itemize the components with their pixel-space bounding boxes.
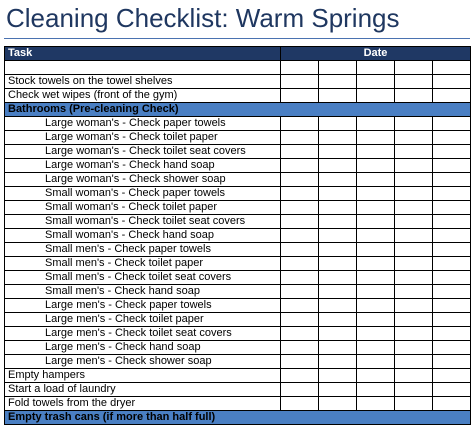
date-checkbox-cell[interactable] bbox=[395, 173, 433, 187]
date-checkbox-cell[interactable] bbox=[319, 285, 357, 299]
date-checkbox-cell[interactable] bbox=[395, 341, 433, 355]
task-cell: Large men's - Check paper towels bbox=[5, 299, 281, 313]
date-checkbox-cell[interactable] bbox=[319, 299, 357, 313]
date-checkbox-cell[interactable] bbox=[433, 383, 471, 397]
task-cell: Small woman's - Check toilet seat covers bbox=[5, 215, 281, 229]
date-checkbox-cell[interactable] bbox=[433, 131, 471, 145]
date-checkbox-cell[interactable] bbox=[433, 215, 471, 229]
table-row bbox=[5, 201, 471, 215]
date-checkbox-cell[interactable] bbox=[319, 369, 357, 383]
date-checkbox-cell[interactable] bbox=[433, 285, 471, 299]
date-checkbox-cell[interactable] bbox=[357, 369, 395, 383]
date-checkbox-cell[interactable] bbox=[319, 173, 357, 187]
task-cell: Large woman's - Check shower soap bbox=[5, 173, 281, 187]
table-row bbox=[5, 369, 471, 383]
date-checkbox-cell[interactable] bbox=[433, 89, 471, 103]
date-checkbox-cell[interactable] bbox=[281, 341, 319, 355]
date-checkbox-cell[interactable] bbox=[395, 257, 433, 271]
date-checkbox-cell[interactable] bbox=[433, 271, 471, 285]
table-row bbox=[5, 215, 471, 229]
table-row bbox=[5, 131, 471, 145]
date-checkbox-cell[interactable] bbox=[281, 89, 319, 103]
task-cell: Small men's - Check toilet paper bbox=[5, 257, 281, 271]
date-checkbox-cell[interactable] bbox=[395, 145, 433, 159]
date-checkbox-cell[interactable] bbox=[281, 145, 319, 159]
date-checkbox-cell[interactable] bbox=[319, 271, 357, 285]
date-checkbox-cell[interactable] bbox=[357, 271, 395, 285]
section-label: Bathrooms (Pre-cleaning Check) bbox=[5, 103, 471, 117]
date-checkbox-cell[interactable] bbox=[319, 61, 357, 75]
date-checkbox-cell[interactable] bbox=[395, 383, 433, 397]
date-checkbox-cell[interactable] bbox=[281, 397, 319, 411]
task-cell: Start a load of laundry bbox=[5, 383, 281, 397]
date-checkbox-cell[interactable] bbox=[433, 243, 471, 257]
date-checkbox-cell[interactable] bbox=[319, 355, 357, 369]
task-cell: Small woman's - Check toilet paper bbox=[5, 201, 281, 215]
date-checkbox-cell[interactable] bbox=[357, 397, 395, 411]
date-checkbox-cell[interactable] bbox=[395, 215, 433, 229]
date-checkbox-cell[interactable] bbox=[357, 257, 395, 271]
date-checkbox-cell[interactable] bbox=[395, 313, 433, 327]
table-row bbox=[5, 159, 471, 173]
date-checkbox-cell[interactable] bbox=[319, 313, 357, 327]
date-checkbox-cell[interactable] bbox=[319, 243, 357, 257]
date-checkbox-cell[interactable] bbox=[281, 383, 319, 397]
date-checkbox-cell[interactable] bbox=[395, 397, 433, 411]
table-row bbox=[5, 271, 471, 285]
date-checkbox-cell[interactable] bbox=[357, 383, 395, 397]
table-row bbox=[5, 257, 471, 271]
date-checkbox-cell[interactable] bbox=[357, 201, 395, 215]
task-cell: Check wet wipes (front of the gym) bbox=[5, 89, 281, 103]
date-checkbox-cell[interactable] bbox=[357, 131, 395, 145]
date-checkbox-cell[interactable] bbox=[357, 61, 395, 75]
task-cell: Large woman's - Check hand soap bbox=[5, 159, 281, 173]
table-row bbox=[5, 327, 471, 341]
date-checkbox-cell[interactable] bbox=[433, 369, 471, 383]
task-cell: Small woman's - Check hand soap bbox=[5, 229, 281, 243]
date-checkbox-cell[interactable] bbox=[281, 355, 319, 369]
date-checkbox-cell[interactable] bbox=[395, 159, 433, 173]
task-cell bbox=[5, 61, 281, 75]
date-checkbox-cell[interactable] bbox=[319, 257, 357, 271]
task-cell: Empty hampers bbox=[5, 369, 281, 383]
date-checkbox-cell[interactable] bbox=[433, 117, 471, 131]
date-checkbox-cell[interactable] bbox=[433, 327, 471, 341]
table-row bbox=[5, 299, 471, 313]
date-checkbox-cell[interactable] bbox=[433, 397, 471, 411]
checklist-table bbox=[4, 46, 471, 425]
table-row bbox=[5, 243, 471, 257]
date-checkbox-cell[interactable] bbox=[281, 369, 319, 383]
date-checkbox-cell[interactable] bbox=[433, 159, 471, 173]
task-cell: Stock towels on the towel shelves bbox=[5, 75, 281, 89]
date-checkbox-cell[interactable] bbox=[433, 355, 471, 369]
date-checkbox-cell[interactable] bbox=[319, 117, 357, 131]
date-checkbox-cell[interactable] bbox=[281, 313, 319, 327]
date-checkbox-cell[interactable] bbox=[395, 243, 433, 257]
date-checkbox-cell[interactable] bbox=[357, 187, 395, 201]
date-checkbox-cell[interactable] bbox=[281, 159, 319, 173]
date-checkbox-cell[interactable] bbox=[357, 117, 395, 131]
date-checkbox-cell[interactable] bbox=[319, 201, 357, 215]
date-checkbox-cell[interactable] bbox=[281, 61, 319, 75]
date-checkbox-cell[interactable] bbox=[319, 75, 357, 89]
task-cell: Small men's - Check toilet seat covers bbox=[5, 271, 281, 285]
date-checkbox-cell[interactable] bbox=[433, 75, 471, 89]
table-row bbox=[5, 397, 471, 411]
task-cell: Large men's - Check shower soap bbox=[5, 355, 281, 369]
date-checkbox-cell[interactable] bbox=[357, 327, 395, 341]
table-row bbox=[5, 229, 471, 243]
task-cell: Fold towels from the dryer bbox=[5, 397, 281, 411]
date-checkbox-cell[interactable] bbox=[281, 243, 319, 257]
date-checkbox-cell[interactable] bbox=[319, 229, 357, 243]
table-row bbox=[5, 341, 471, 355]
table-row bbox=[5, 117, 471, 131]
date-checkbox-cell[interactable] bbox=[281, 271, 319, 285]
date-checkbox-cell[interactable] bbox=[357, 89, 395, 103]
table-header-row bbox=[5, 47, 471, 61]
date-checkbox-cell[interactable] bbox=[433, 299, 471, 313]
date-checkbox-cell[interactable] bbox=[281, 173, 319, 187]
date-checkbox-cell[interactable] bbox=[319, 131, 357, 145]
date-checkbox-cell[interactable] bbox=[433, 173, 471, 187]
task-cell: Small woman's - Check paper towels bbox=[5, 187, 281, 201]
date-checkbox-cell[interactable] bbox=[319, 397, 357, 411]
date-checkbox-cell[interactable] bbox=[433, 313, 471, 327]
date-checkbox-cell[interactable] bbox=[395, 299, 433, 313]
date-checkbox-cell[interactable] bbox=[395, 89, 433, 103]
table-row bbox=[5, 75, 471, 89]
date-checkbox-cell[interactable] bbox=[281, 75, 319, 89]
date-checkbox-cell[interactable] bbox=[357, 299, 395, 313]
date-checkbox-cell[interactable] bbox=[319, 89, 357, 103]
date-checkbox-cell[interactable] bbox=[281, 131, 319, 145]
task-cell: Large men's - Check toilet paper bbox=[5, 313, 281, 327]
task-cell: Large men's - Check toilet seat covers bbox=[5, 327, 281, 341]
task-cell: Large woman's - Check toilet seat covers bbox=[5, 145, 281, 159]
table-row bbox=[5, 61, 471, 75]
date-checkbox-cell[interactable] bbox=[319, 341, 357, 355]
date-checkbox-cell[interactable] bbox=[357, 341, 395, 355]
date-checkbox-cell[interactable] bbox=[281, 285, 319, 299]
date-checkbox-cell[interactable] bbox=[357, 173, 395, 187]
table-row bbox=[5, 285, 471, 299]
date-checkbox-cell[interactable] bbox=[357, 313, 395, 327]
date-checkbox-cell[interactable] bbox=[281, 299, 319, 313]
date-checkbox-cell[interactable] bbox=[357, 145, 395, 159]
date-checkbox-cell[interactable] bbox=[433, 257, 471, 271]
date-checkbox-cell[interactable] bbox=[281, 229, 319, 243]
date-checkbox-cell[interactable] bbox=[357, 243, 395, 257]
date-checkbox-cell[interactable] bbox=[433, 201, 471, 215]
date-checkbox-cell[interactable] bbox=[357, 75, 395, 89]
date-checkbox-cell[interactable] bbox=[319, 327, 357, 341]
date-checkbox-cell[interactable] bbox=[357, 215, 395, 229]
task-cell: Large men's - Check hand soap bbox=[5, 341, 281, 355]
task-cell: Small men's - Check paper towels bbox=[5, 243, 281, 257]
date-column-header: Date bbox=[281, 47, 471, 61]
date-checkbox-cell[interactable] bbox=[357, 355, 395, 369]
date-checkbox-cell[interactable] bbox=[395, 271, 433, 285]
date-checkbox-cell[interactable] bbox=[433, 187, 471, 201]
table-row bbox=[5, 89, 471, 103]
date-checkbox-cell[interactable] bbox=[319, 383, 357, 397]
date-checkbox-cell[interactable] bbox=[319, 215, 357, 229]
title-underline bbox=[4, 38, 470, 39]
date-checkbox-cell[interactable] bbox=[433, 145, 471, 159]
section-row bbox=[5, 103, 471, 117]
date-checkbox-cell[interactable] bbox=[395, 117, 433, 131]
date-checkbox-cell[interactable] bbox=[319, 159, 357, 173]
task-cell: Small men's - Check hand soap bbox=[5, 285, 281, 299]
date-checkbox-cell[interactable] bbox=[319, 145, 357, 159]
date-checkbox-cell[interactable] bbox=[395, 131, 433, 145]
date-checkbox-cell[interactable] bbox=[395, 285, 433, 299]
date-checkbox-cell[interactable] bbox=[357, 285, 395, 299]
date-checkbox-cell[interactable] bbox=[395, 187, 433, 201]
task-cell: Large woman's - Check toilet paper bbox=[5, 131, 281, 145]
date-checkbox-cell[interactable] bbox=[395, 369, 433, 383]
date-checkbox-cell[interactable] bbox=[319, 187, 357, 201]
date-checkbox-cell[interactable] bbox=[433, 229, 471, 243]
table-row bbox=[5, 187, 471, 201]
date-checkbox-cell[interactable] bbox=[395, 355, 433, 369]
page-title: Cleaning Checklist: Warm Springs bbox=[6, 3, 400, 33]
date-checkbox-cell[interactable] bbox=[395, 229, 433, 243]
table-row bbox=[5, 173, 471, 187]
date-checkbox-cell[interactable] bbox=[395, 61, 433, 75]
section-label: Empty trash cans (if more than half full) bbox=[5, 411, 471, 425]
date-checkbox-cell[interactable] bbox=[357, 229, 395, 243]
date-checkbox-cell[interactable] bbox=[281, 201, 319, 215]
date-checkbox-cell[interactable] bbox=[433, 61, 471, 75]
date-checkbox-cell[interactable] bbox=[281, 215, 319, 229]
date-checkbox-cell[interactable] bbox=[433, 341, 471, 355]
date-checkbox-cell[interactable] bbox=[357, 159, 395, 173]
table-row bbox=[5, 313, 471, 327]
date-checkbox-cell[interactable] bbox=[281, 187, 319, 201]
date-checkbox-cell[interactable] bbox=[281, 257, 319, 271]
task-column-header: Task bbox=[5, 47, 281, 61]
task-cell: Large woman's - Check paper towels bbox=[5, 117, 281, 131]
date-checkbox-cell[interactable] bbox=[281, 117, 319, 131]
table-row bbox=[5, 355, 471, 369]
section-row bbox=[5, 411, 471, 425]
date-checkbox-cell[interactable] bbox=[395, 75, 433, 89]
date-checkbox-cell[interactable] bbox=[281, 327, 319, 341]
date-checkbox-cell[interactable] bbox=[395, 201, 433, 215]
table-row bbox=[5, 383, 471, 397]
table-row bbox=[5, 145, 471, 159]
date-checkbox-cell[interactable] bbox=[395, 327, 433, 341]
